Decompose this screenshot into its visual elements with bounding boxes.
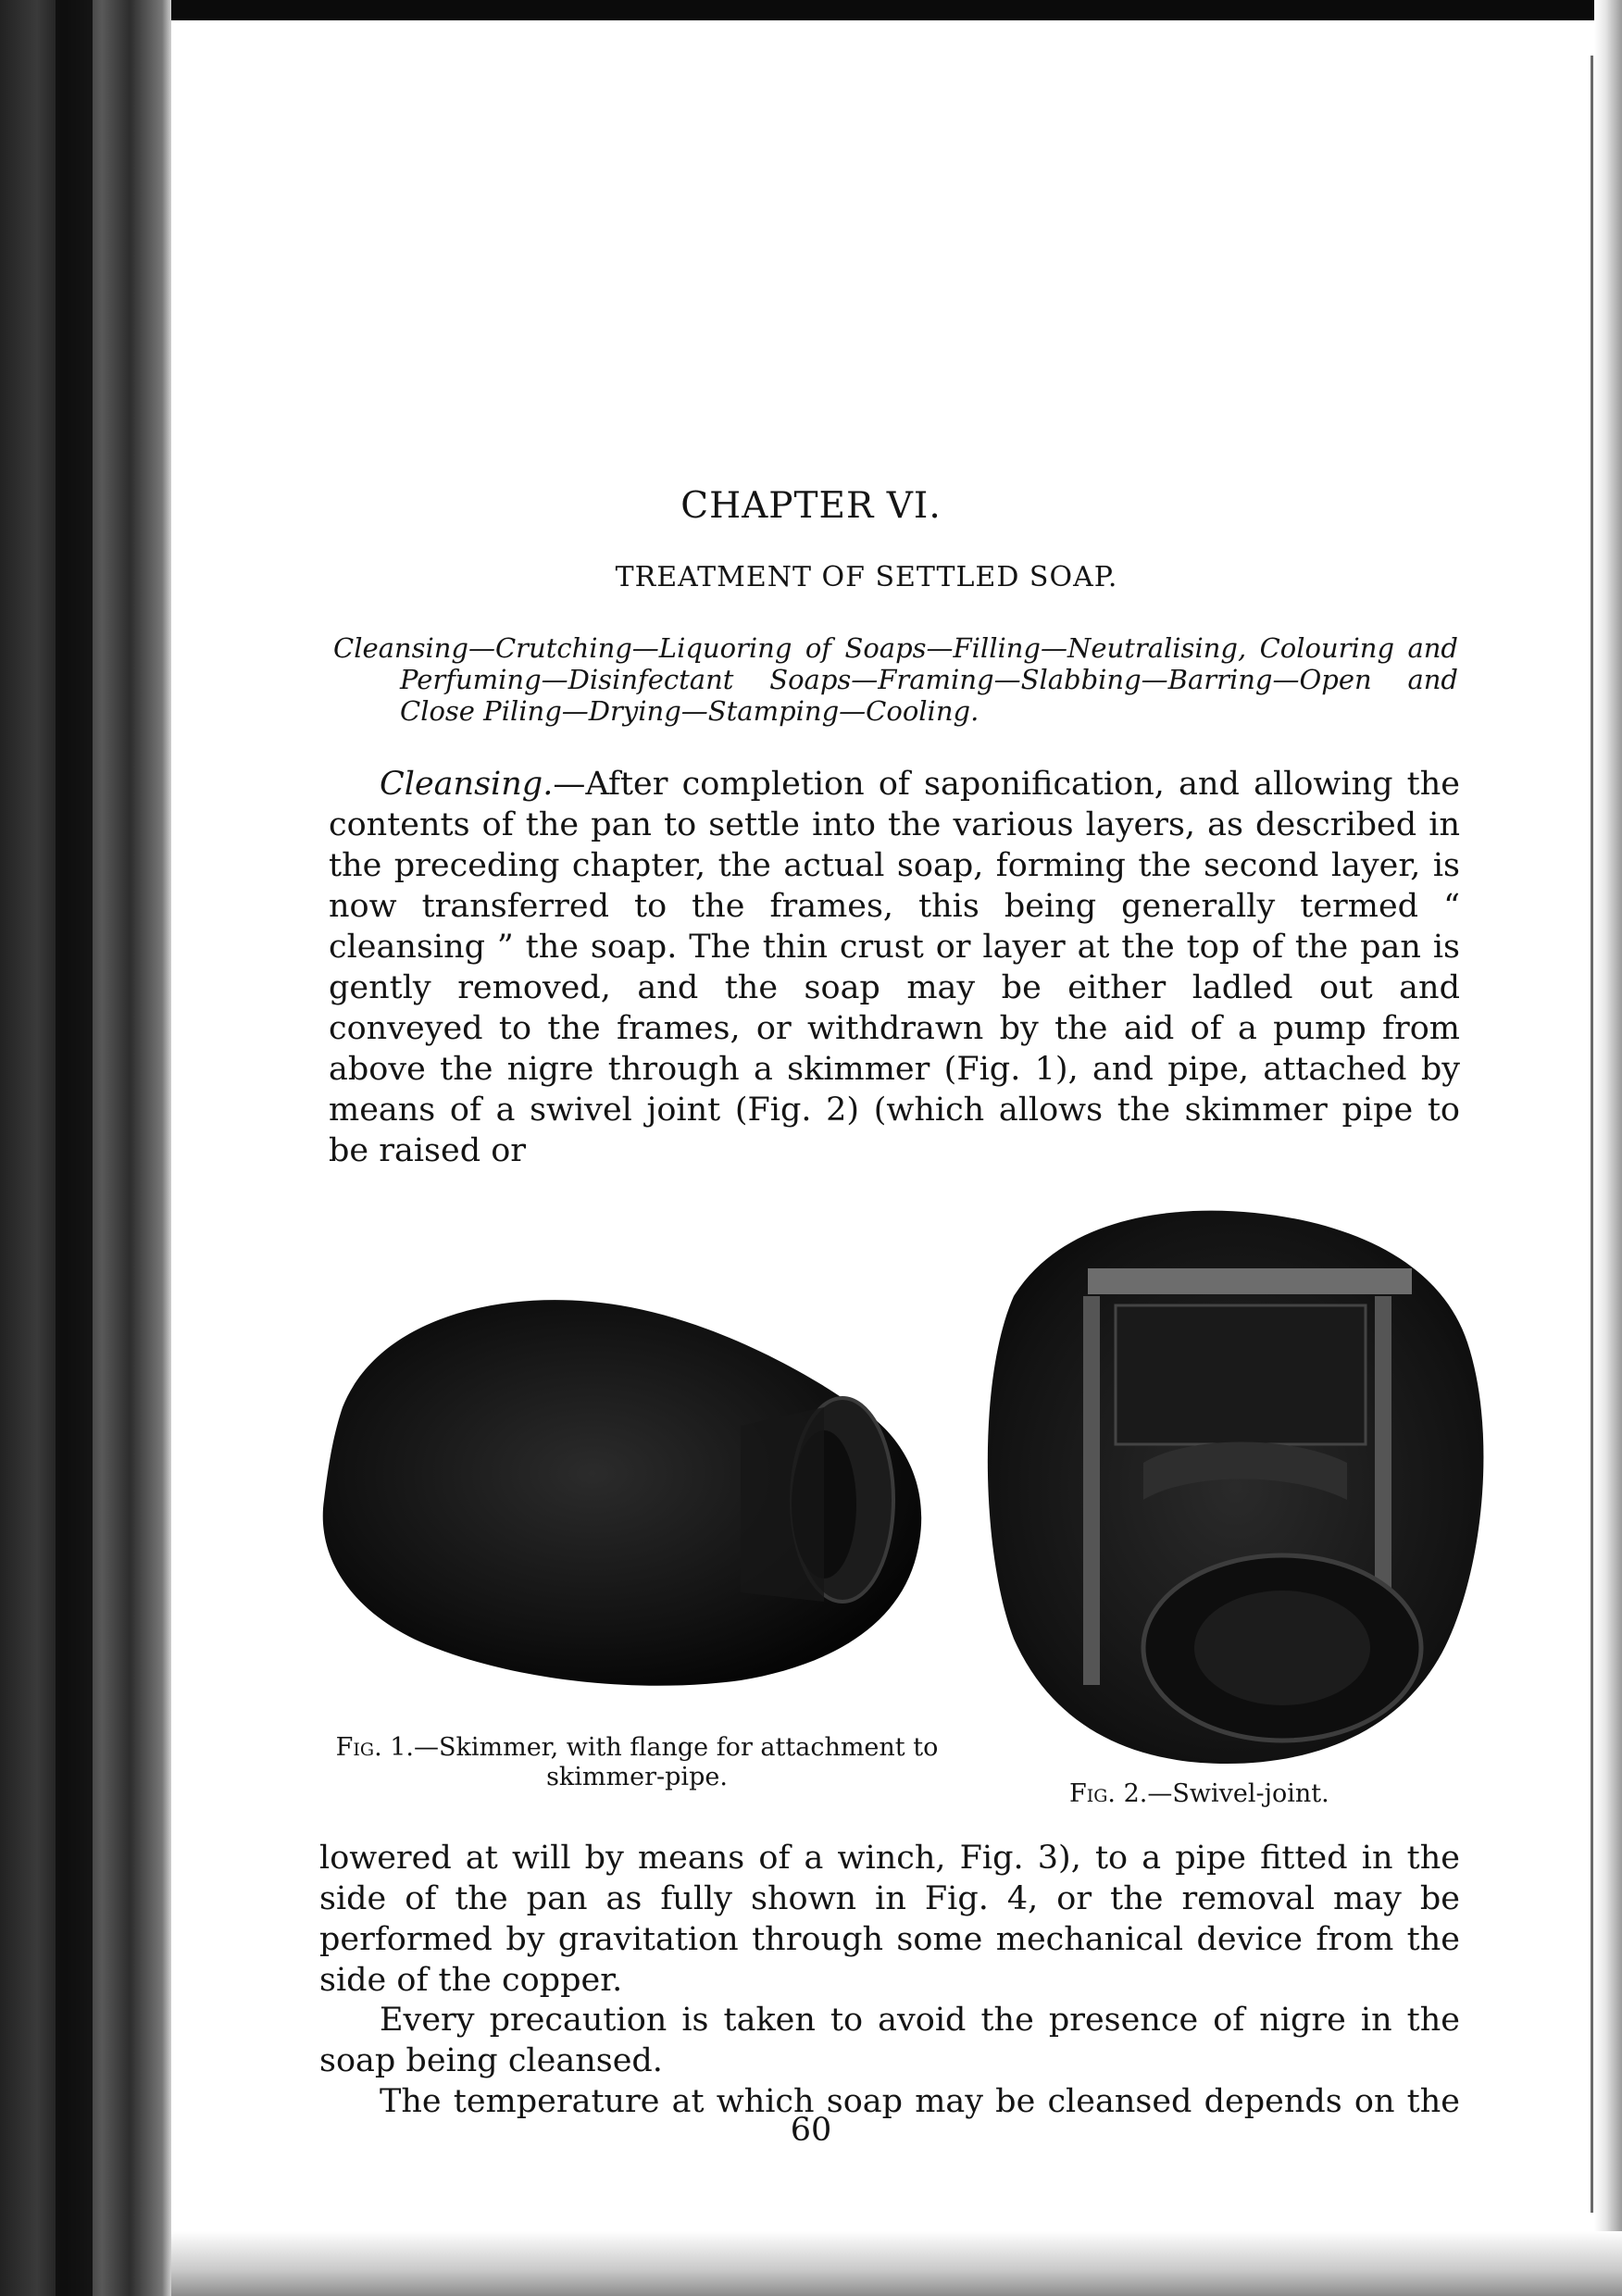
chapter-title: TREATMENT OF SETTLED SOAP. — [615, 561, 1118, 593]
paragraph-text: —After completion of saponification, and allowing the contents of the pan to settle into the various layers, as described in the preceding chapter, the actual soap, forming the second layer, is now transferred to the frames, this being generally termed “ cleansing ” the soap. The thin crust or layer at the top of the pan is gently removed, and the soap may be either ladled out and conveyed to the frames, or withdrawn by the aid of a pump from above the nigre through a skimmer (Fig. 1), and pipe, attached by means of a swivel joint (Fig. 2) (which allows the skimmer pipe to be raised or — [329, 766, 1460, 1169]
paragraph-precaution: Every precaution is taken to avoid the presence of nigre in the soap being cleansed. — [319, 2002, 1460, 2079]
figure-2-label: Fig. 2. — [1069, 1779, 1148, 1808]
scan-right-edge — [1594, 0, 1622, 2296]
skimmer-photo — [306, 1259, 944, 1694]
figure-2-caption — [1069, 1779, 1440, 1809]
figure-1-caption — [285, 1733, 989, 1792]
page-edge-line — [1591, 56, 1593, 2213]
page-number: 60 — [790, 2112, 832, 2149]
paragraph-lead-term: Cleansing. — [380, 766, 554, 803]
figure-1-caption-text: —Skimmer, with flange for attachment to skimmer-pipe. — [414, 1733, 939, 1791]
scan-bottom-edge — [171, 2231, 1622, 2296]
chapter-synopsis: Cleansing—Crutching—Liquoring of Soaps—Filling—Neutralising, Colouring and Perfuming—Disinfectant Soaps—Framing—Slabbing—Barring—Open and Close Piling—Drying—Stamping—Cooling. — [333, 632, 1458, 727]
figure-2-caption-text: —Swivel-joint. — [1147, 1779, 1329, 1808]
book-gutter — [56, 0, 93, 2296]
scan-top-edge — [0, 0, 1622, 20]
swivel-joint-photo — [977, 1185, 1495, 1768]
figure-1-label: Fig. 1. — [335, 1733, 414, 1762]
paragraph-cleansing — [329, 764, 1460, 1171]
paragraph-continuation: lowered at will by means of a winch, Fig. 3), to a pipe fitted in the side of the pan as fully shown in Fig. 4, or the removal may be performed by gravitation through some mechanical device from the side of the copper. — [319, 1840, 1460, 1999]
chapter-number: CHAPTER VI. — [680, 485, 942, 527]
paragraph-temperature: The temperature at which soap may be cleansed depends on the — [380, 2083, 1460, 2120]
